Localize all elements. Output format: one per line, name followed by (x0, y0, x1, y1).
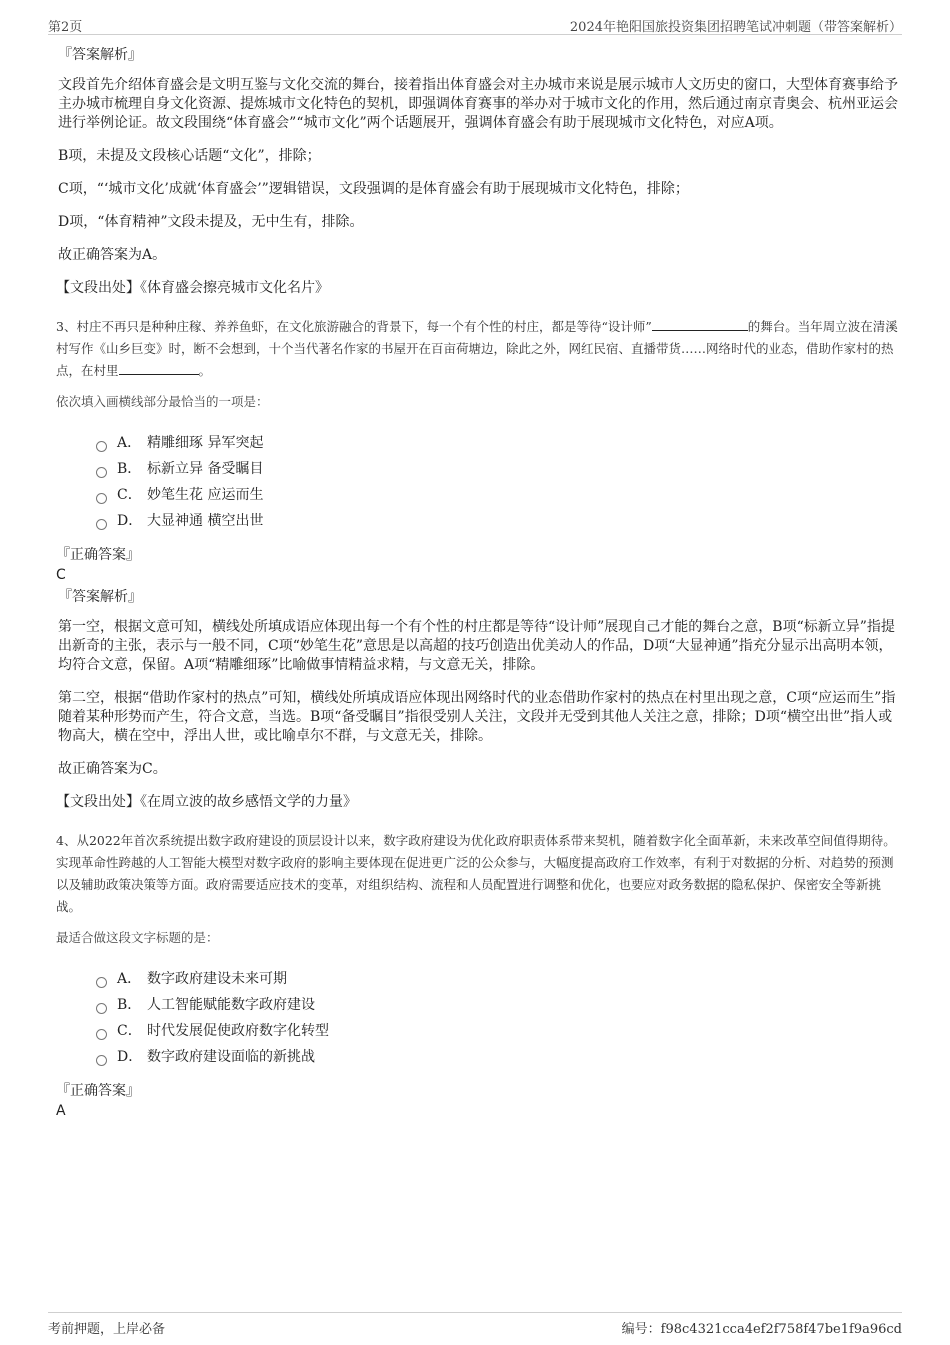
option-c[interactable]: C． 时代发展促使政府数字化转型 (96, 1018, 902, 1044)
page-number: 第2页 (48, 20, 83, 35)
option-d[interactable]: D． 大显神通 横空出世 (96, 508, 902, 534)
page-footer (48, 1312, 902, 1337)
footer-slogan: 考前押题，上岸必备 (48, 1322, 166, 1337)
fill-blank-2 (119, 362, 199, 375)
radio-icon[interactable] (96, 441, 107, 452)
question-4-text: 4、从2022年首次系统提出数字政府建设的顶层设计以来，数字政府建设为优化政府职责体系带来契机，随着数字化全面革新，未来改革空间值得期待。实现革命性跨越的人工智能大模型对数字政府的影响主要体现在促进更广泛的公众参与，大幅度提高政府工作效率，有利于对数据的分析、对趋势的预测以及辅助政策决策等方面。政府需要适应技术的变革，对组织结构、流程和人员配置进行调整和优化，也要应对政务数据的隐私保护、保密安全等新挑战。 (56, 833, 896, 914)
analysis-paragraph: D项，“体育精神”文段未提及，无中生有，排除。 (58, 214, 364, 230)
radio-icon[interactable] (96, 1003, 107, 1014)
radio-icon[interactable] (96, 493, 107, 504)
correct-answer: A (56, 1103, 66, 1119)
option-a[interactable]: A． 数字政府建设未来可期 (96, 966, 902, 992)
fill-blank-1 (652, 318, 748, 331)
analysis-label: 『答案解析』 (58, 47, 142, 63)
radio-icon[interactable] (96, 977, 107, 988)
analysis-conclusion: 故正确答案为A。 (58, 247, 167, 263)
page-header (48, 14, 902, 35)
question-4-options (96, 966, 902, 1070)
analysis-paragraph: 第一空，根据文意可知，横线处所填成语应体现出每一个有个性的村庄都是等待“设计师”展现自己才能的舞台之意，B项“标新立异”指提出新奇的主张，表示与一般不同，C项“妙笔生花”意思是以高超的技巧创造出优美动人的作品，D项“大显神通”指充分显示出高明本领，均符合文意，保留。A项“精雕细琢”比喻做事情精益求精，与文意无关，排除。 (58, 619, 895, 673)
correct-answer-label: 『正确答案』 (56, 547, 140, 563)
analysis-conclusion: 故正确答案为C。 (58, 761, 167, 777)
radio-icon[interactable] (96, 519, 107, 530)
correct-answer: C (56, 567, 66, 583)
passage-source: 【文段出处】《体育盛会擦亮城市文化名片》 (56, 280, 329, 296)
question-3-options (96, 430, 902, 534)
question-3-prompt: 依次填入画横线部分最恰当的一项是： (56, 394, 269, 409)
option-a[interactable]: A． 精雕细琢 异军突起 (96, 430, 902, 456)
analysis-paragraph: 文段首先介绍体育盛会是文明互鉴与文化交流的舞台，接着指出体育盛会对主办城市来说是展示城市人文历史的窗口，大型体育赛事给予主办城市梳理自身文化资源、提炼城市文化特色的契机，即强调体育赛事的举办对于城市文化的作用，然后通过南京青奥会、杭州亚运会进行举例论证。故文段围绕“体育盛会”“城市文化”两个话题展开，强调体育盛会有助于展现城市文化特色，对应A项。 (58, 77, 898, 131)
radio-icon[interactable] (96, 1029, 107, 1040)
analysis-label: 『答案解析』 (58, 589, 142, 605)
radio-icon[interactable] (96, 467, 107, 478)
analysis-paragraph: B项，未提及文段核心话题“文化”，排除； (58, 148, 321, 164)
question-3-text: 3、村庄不再只是种种庄稼、养养鱼虾，在文化旅游融合的背景下，每一个有个性的村庄，都是等待“设计师” 的舞台。当年周立波在清溪村写作《山乡巨变》时，断不会想到，十个当代著名作家的书屋开在百亩荷塘边，除此之外，网红民宿、直播带货……网络时代的业态，借助作家村的热点，在村里 。 (56, 319, 898, 378)
option-b[interactable]: B． 标新立异 备受瞩目 (96, 456, 902, 482)
option-d[interactable]: D． 数字政府建设面临的新挑战 (96, 1044, 902, 1070)
option-b[interactable]: B． 人工智能赋能数字政府建设 (96, 992, 902, 1018)
option-c[interactable]: C． 妙笔生花 应运而生 (96, 482, 902, 508)
document-body (56, 46, 902, 1124)
question-4-prompt: 最适合做这段文字标题的是： (56, 930, 219, 945)
passage-source: 【文段出处】《在周立波的故乡感悟文学的力量》 (56, 794, 357, 810)
document-id: 编号：f98c4321cca4ef2f758f47be1f9a96cd (621, 1322, 902, 1337)
correct-answer-label: 『正确答案』 (56, 1083, 140, 1099)
document-title: 2024年艳阳国旅投资集团招聘笔试冲刺题（带答案解析） (569, 20, 902, 35)
analysis-paragraph: 第二空，根据“借助作家村的热点”可知，横线处所填成语应体现出网络时代的业态借助作家村的热点在村里出现之意，C项“应运而生”指随着某种形势而产生，符合文意，当选。B项“备受瞩目”指很受别人关注，文段并无受到其他人关注之意，排除；D项“横空出世”指人或物高大，横在空中，浮出人世，或比喻卓尔不群，与文意无关，排除。 (58, 690, 896, 744)
analysis-paragraph: C项，“‘城市文化’成就‘体育盛会’”逻辑错误，文段强调的是体育盛会有助于展现城市文化特色，排除； (58, 181, 689, 197)
radio-icon[interactable] (96, 1055, 107, 1066)
